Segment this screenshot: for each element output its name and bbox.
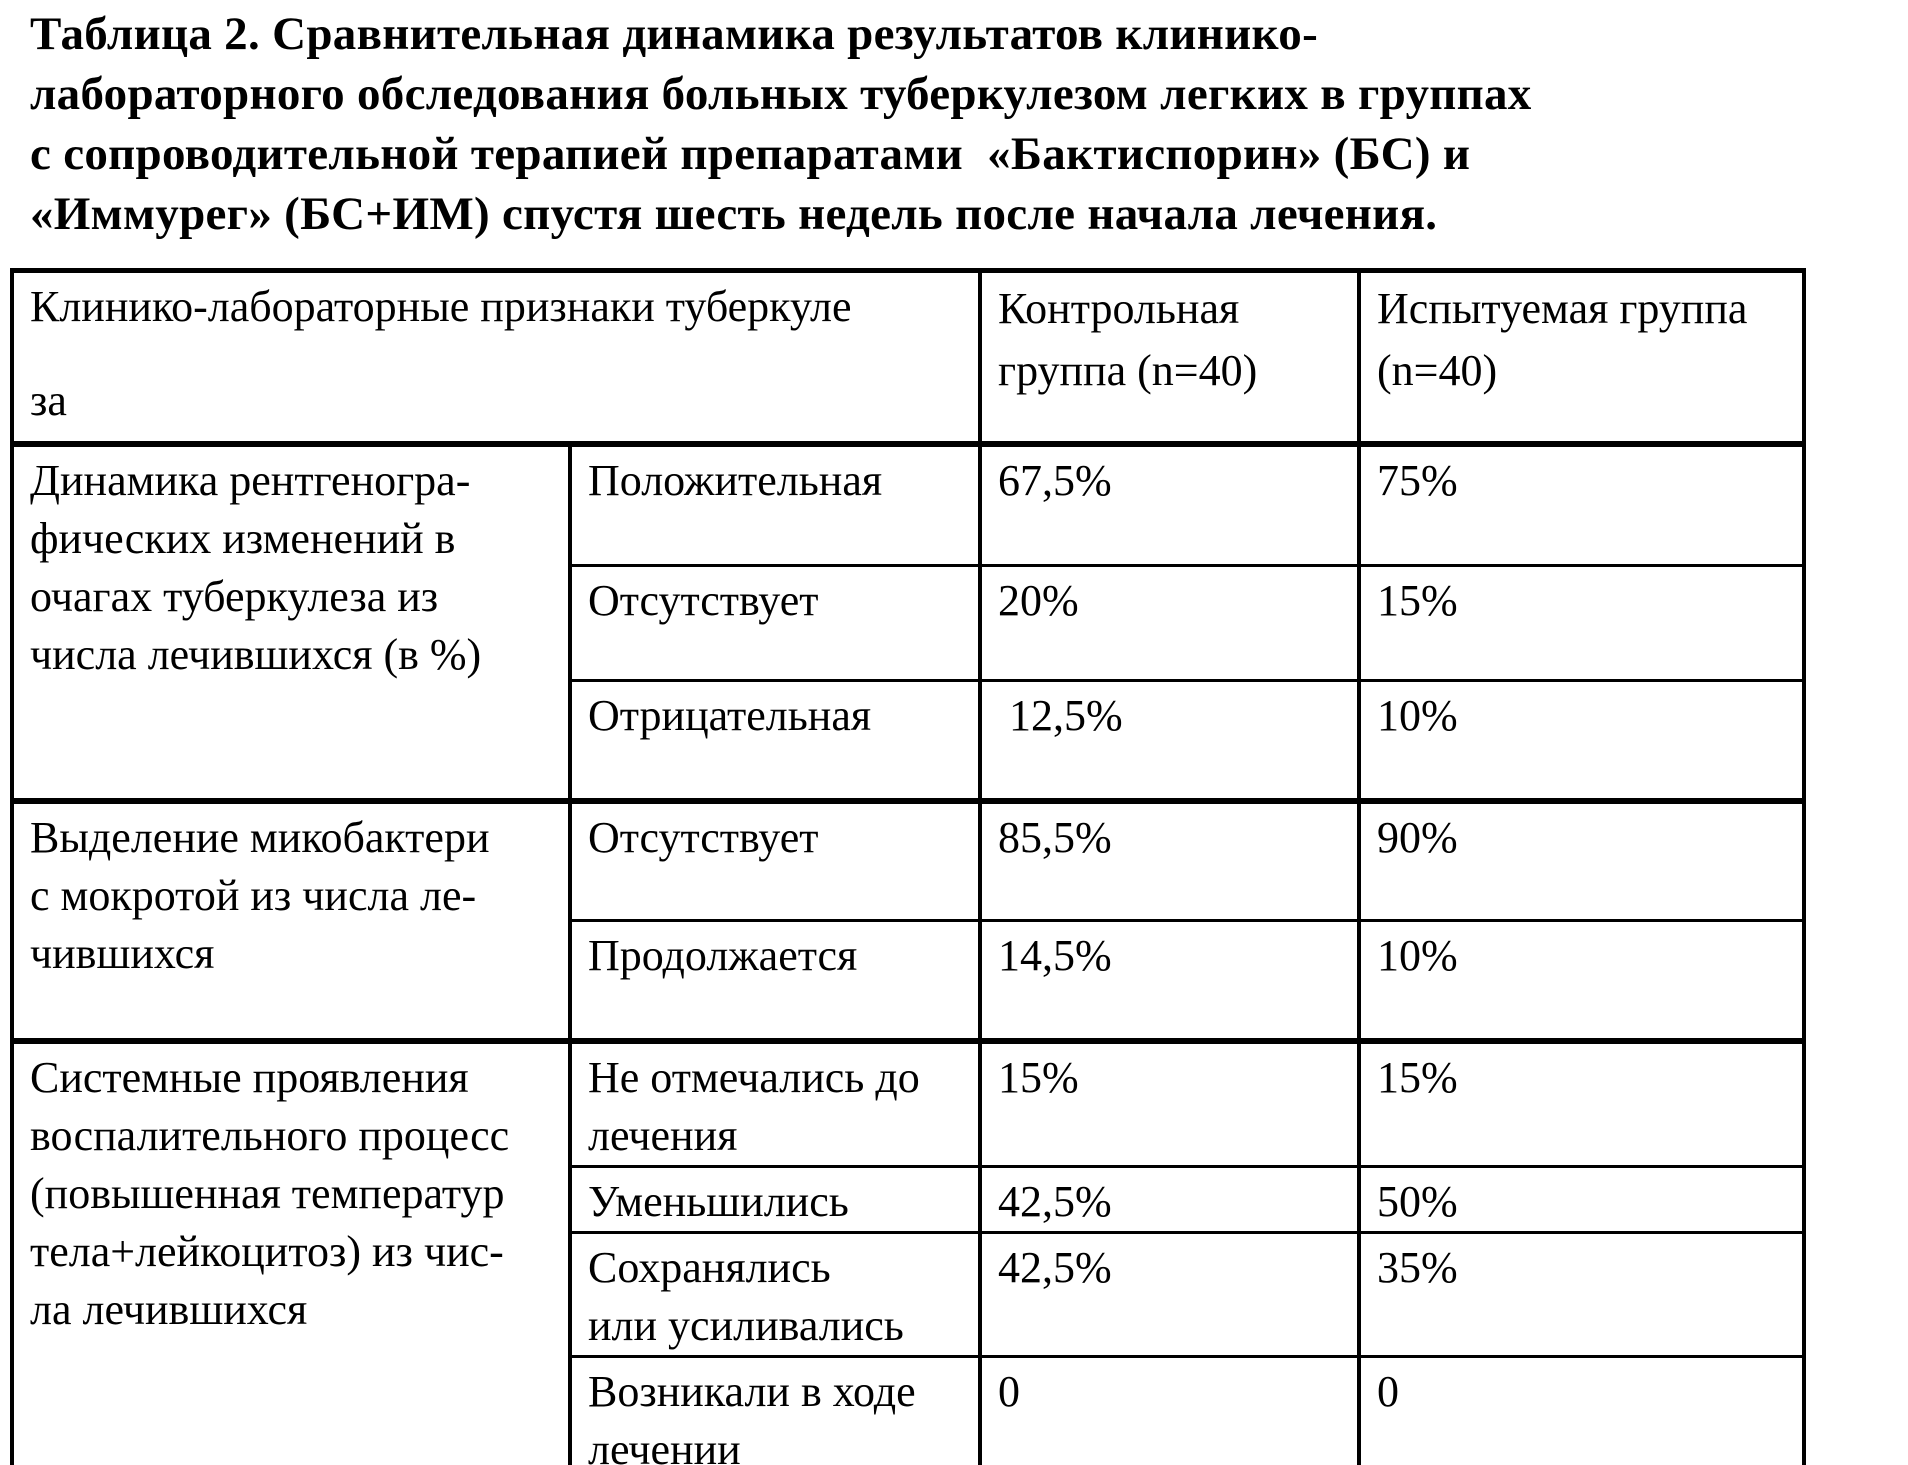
document-title xyxy=(30,4,1890,244)
table-row xyxy=(12,801,1804,921)
title-line: «Иммурег» (БС+ИМ) спустя шесть недель после начала лечения. xyxy=(30,188,1438,240)
cell-line: 50% xyxy=(1377,1176,1458,1226)
test-value-cell xyxy=(1359,444,1804,566)
cell-line: Клинико-лабораторные признаки туберкуле xyxy=(30,282,852,331)
test-value-cell xyxy=(1359,921,1804,1041)
cell-line: Продолжается xyxy=(588,931,858,980)
cell-line: Выделение микобактери xyxy=(30,812,490,862)
cell-line: 14,5% xyxy=(998,931,1112,980)
cell-line: 35% xyxy=(1377,1242,1458,1292)
cell-line: фических изменений в xyxy=(30,513,456,563)
cell-line: Динамика рентгеногра- xyxy=(30,455,471,505)
control-value-cell xyxy=(980,921,1359,1041)
cell-line: 12,5% xyxy=(998,691,1123,740)
sub-label-cell xyxy=(570,1041,980,1167)
cell-line: Системные проявления xyxy=(30,1052,469,1102)
control-value-cell xyxy=(980,1166,1359,1232)
control-value-cell xyxy=(980,1356,1359,1465)
control-value-cell xyxy=(980,801,1359,921)
test-value-cell xyxy=(1359,1232,1804,1356)
results-table xyxy=(10,268,1806,1465)
cell-line: группа (n=40) xyxy=(998,346,1258,395)
cell-line: ла лечившихся xyxy=(30,1284,308,1334)
header-test-cell xyxy=(1359,271,1804,444)
control-value-cell xyxy=(980,444,1359,566)
cell-line: (n=40) xyxy=(1377,346,1498,395)
cell-line: Не отмечались до xyxy=(588,1052,920,1102)
sub-label-cell xyxy=(570,681,980,801)
test-value-cell xyxy=(1359,801,1804,921)
cell-line: 10% xyxy=(1377,691,1458,740)
cell-line: лечении xyxy=(588,1424,741,1465)
cell-line: 15% xyxy=(1377,576,1458,625)
test-value-cell xyxy=(1359,566,1804,681)
cell-line: воспалительного процесс xyxy=(30,1110,510,1160)
cell-line: 42,5% xyxy=(998,1176,1112,1226)
cell-line: числа лечившихся (в %) xyxy=(30,629,482,679)
cell-line: лечения xyxy=(588,1110,738,1160)
test-value-cell xyxy=(1359,681,1804,801)
cell-line: Контрольная xyxy=(998,284,1240,333)
cell-line: тела+лейкоцитоз) из чис- xyxy=(30,1226,504,1276)
cell-line: Испытуемая группа xyxy=(1377,284,1748,333)
table-row xyxy=(12,444,1804,566)
cell-line: 15% xyxy=(1377,1052,1458,1102)
control-value-cell xyxy=(980,566,1359,681)
cell-line: Отсутствует xyxy=(588,576,819,625)
title-line: лабораторного обследования больных туберкулезом легких в группах xyxy=(30,68,1532,120)
cell-line: Отрицательная xyxy=(588,691,872,740)
cell-line: за xyxy=(30,376,67,425)
cell-line: 20% xyxy=(998,576,1079,625)
cell-line: Уменьшились xyxy=(588,1176,849,1226)
cell-line: или усиливались xyxy=(588,1300,904,1350)
test-value-cell xyxy=(1359,1356,1804,1465)
control-value-cell xyxy=(980,681,1359,801)
cell-line: Отсутствует xyxy=(588,812,819,862)
cell-line: 10% xyxy=(1377,931,1458,980)
sub-label-cell xyxy=(570,1166,980,1232)
cell-line: 75% xyxy=(1377,455,1458,505)
test-value-cell xyxy=(1359,1041,1804,1167)
cell-line: 42,5% xyxy=(998,1242,1112,1292)
table-row xyxy=(12,1041,1804,1167)
sub-label-cell xyxy=(570,1232,980,1356)
group-label-cell xyxy=(12,801,570,1041)
cell-line: 0 xyxy=(1377,1366,1400,1416)
cell-line: 67,5% xyxy=(998,455,1112,505)
results-table-container xyxy=(10,268,1806,1465)
cell-line: Возникали в ходе xyxy=(588,1366,916,1416)
cell-line: (повышенная температур xyxy=(30,1168,505,1218)
cell-line: 90% xyxy=(1377,812,1458,862)
group-label-cell xyxy=(12,444,570,801)
group-label-cell xyxy=(12,1041,570,1465)
cell-line: очагах туберкулеза из xyxy=(30,571,439,621)
cell-line: с мокротой из числа ле- xyxy=(30,870,477,920)
table-header-row xyxy=(12,271,1804,444)
cell-line: чившихся xyxy=(30,928,215,978)
title-line: Таблица 2. Сравнительная динамика результатов клинико- xyxy=(30,8,1319,60)
test-value-cell xyxy=(1359,1166,1804,1232)
cell-line: Сохранялись xyxy=(588,1242,831,1292)
header-signs-cell xyxy=(12,271,980,444)
cell-line: Положительная xyxy=(588,455,883,505)
sub-label-cell xyxy=(570,921,980,1041)
sub-label-cell xyxy=(570,801,980,921)
sub-label-cell xyxy=(570,444,980,566)
cell-line: 15% xyxy=(998,1052,1079,1102)
control-value-cell xyxy=(980,1232,1359,1356)
cell-line: 85,5% xyxy=(998,812,1112,862)
sub-label-cell xyxy=(570,1356,980,1465)
title-line: с сопроводительной терапией препаратами «Бактиспорин» (БС) и xyxy=(30,128,1471,180)
control-value-cell xyxy=(980,1041,1359,1167)
sub-label-cell xyxy=(570,566,980,681)
cell-line: 0 xyxy=(998,1366,1021,1416)
header-control-cell xyxy=(980,271,1359,444)
